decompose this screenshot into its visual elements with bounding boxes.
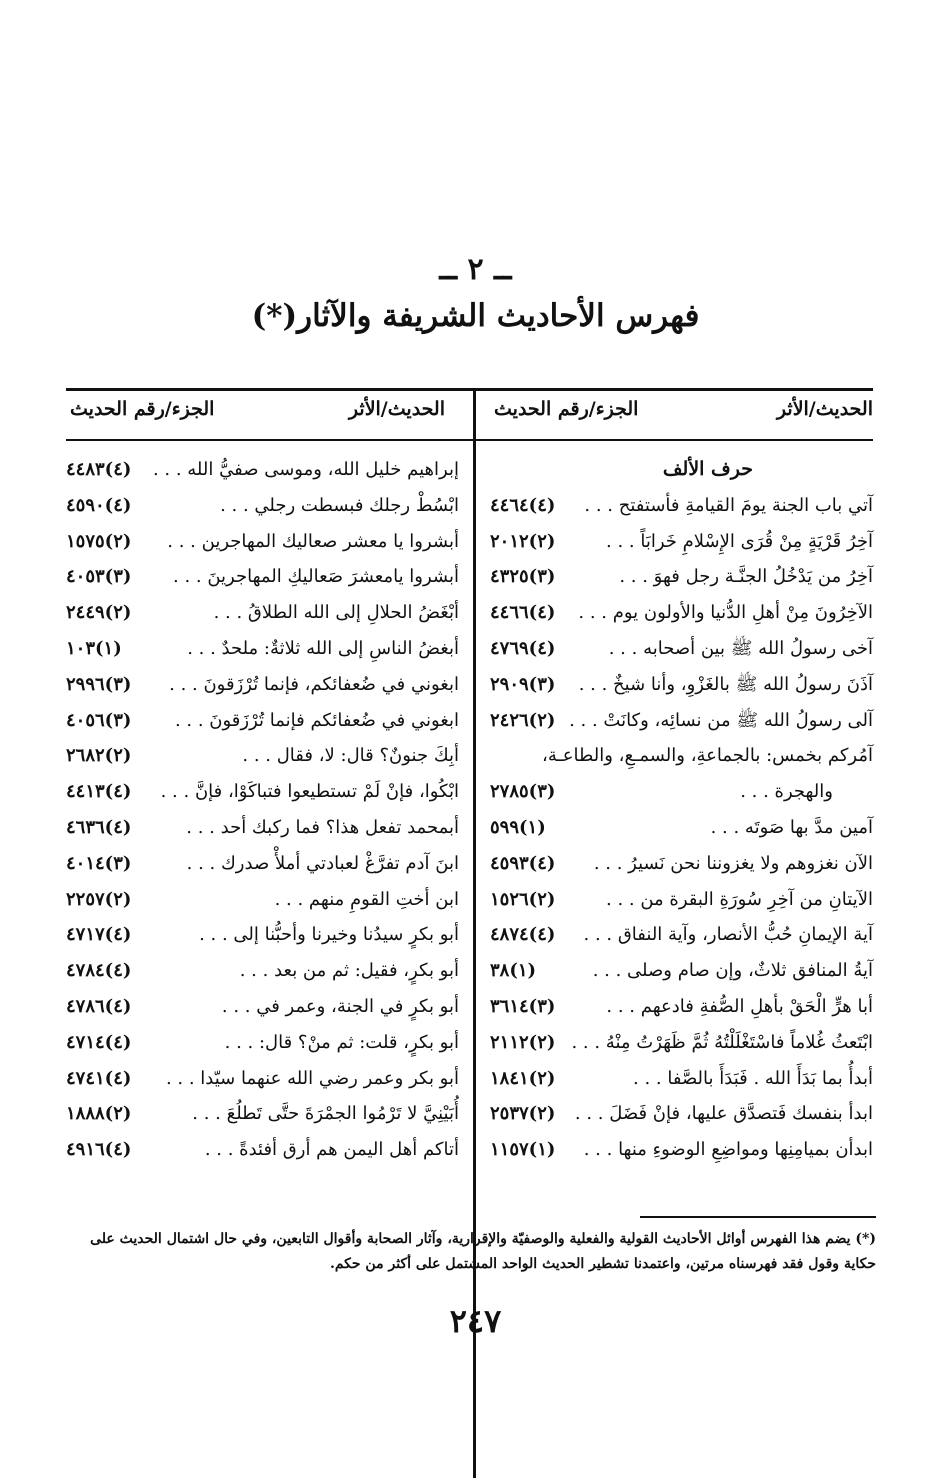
index-entry (490, 488, 873, 524)
hadith-incipit: آمُركم بخمس: بالجماعةِ، والسمـعِ، والطاعـة، (542, 745, 873, 767)
hadith-incipit: آلى رسولُ الله ﷺ من نسائِه، وكانَتْ . . . (569, 709, 873, 731)
volume-hadith-ref: (٣)٤٣٢٥ (490, 566, 556, 588)
index-entry (490, 953, 873, 989)
volume-hadith-ref: (٣)٢٩٠٩ (490, 673, 556, 695)
index-entry (66, 703, 459, 739)
volume-hadith-ref: (٤)٤٧٨٤ (66, 960, 132, 982)
hadith-incipit: أتاكم أهل اليمن هم أرق أفئدةً . . . (204, 1139, 459, 1161)
index-entry (66, 989, 459, 1025)
left-col-hadith-header: الحديث/الأثر (348, 398, 445, 420)
volume-hadith-ref: (٤)٤٤٨٣ (66, 459, 132, 480)
section-heading: حرف الألف (662, 458, 753, 480)
volume-hadith-ref: (٢)٢٦٨٢ (66, 745, 132, 767)
index-entry (490, 738, 873, 774)
index-entry (490, 524, 873, 560)
right-col-ref-header: الجزء/رقم الحديث (494, 398, 639, 420)
hadith-incipit: أبو بكرٍ، قلت: ثم منْ؟ قال: . . . (224, 1031, 459, 1053)
hadith-incipit: ابْكُوا، فإنْ لَمْ تستطيعوا فتباكَوْا، فإنَّ . . . (160, 781, 459, 803)
hadith-incipit: ابدأ بنفسك فَتصدَّق عليها، فإنْ فَضَلَ . . . (574, 1103, 873, 1125)
volume-hadith-ref: (١)١١٥٧ (490, 1139, 556, 1161)
volume-hadith-ref: (٤)٤٧٨٦ (66, 995, 132, 1017)
chapter-number: ــ ٢ ــ (439, 252, 512, 287)
hadith-incipit: ابغوني في ضُعفائكم فإنما تُرْزَقونَ . . . (174, 709, 459, 731)
hadith-incipit: أبْغَضُ الحلالِ إلى الله الطلاقُ . . . (213, 602, 459, 624)
index-entry (490, 846, 873, 882)
hadith-incipit: أبدأُ بما بَدَأَ الله . فَبَدَأَ بالصَّفا . . . (633, 1067, 873, 1089)
hadith-incipit: آتي باب الجنة يومَ القيامةِ فأستفتح . . . (584, 494, 873, 516)
hadith-incipit: الآن نغزوهم ولا يغزوننا نحن نَسيرُ . . . (593, 852, 873, 874)
volume-hadith-ref: (٢)١٨٤١ (490, 1067, 556, 1089)
hadith-incipit: آمين مدَّ بها صَوتَه . . . (710, 816, 873, 838)
hadith-incipit: أبغضُ الناسِ إلى الله ثلاثةٌ: ملحدٌ . . . (187, 637, 459, 659)
table-top-rule (66, 388, 873, 391)
volume-hadith-ref: (٤)٤٧٦٩ (490, 637, 556, 659)
section-heading-row (490, 452, 873, 488)
hadith-incipit: أبو بكرٍ في الجنة، وعمر في . . . (221, 995, 459, 1017)
hadith-incipit: آيةُ المنافق ثلاثٌ، وإن صام وصلى . . . (592, 960, 873, 982)
index-entry (490, 1096, 873, 1132)
index-entry (66, 738, 459, 774)
index-entry (66, 1061, 459, 1097)
volume-hadith-ref: (٤)٤٨٧٤ (490, 924, 556, 946)
volume-hadith-ref: (٢)١٥٧٥ (66, 530, 132, 552)
index-entry (490, 703, 873, 739)
index-entry (490, 595, 873, 631)
hadith-incipit: آخى رسولُ الله ﷺ بين أصحابه . . . (608, 637, 873, 659)
page-title: فهرس الأحاديث الشريفة والآثار(*) (251, 298, 700, 334)
volume-hadith-ref: (٢)٢٠١٢ (490, 530, 556, 552)
volume-hadith-ref: (٤)٤٧١٧ (66, 924, 132, 946)
index-entry (66, 882, 459, 918)
volume-hadith-ref: (٤)٤٤٦٦ (490, 602, 556, 624)
volume-hadith-ref: (٢)١٥٢٦ (490, 888, 556, 910)
index-entry (66, 917, 459, 953)
hadith-incipit: ابن أختِ القومِ منهم . . . (274, 888, 459, 910)
hadith-incipit: ابنَ آدم تفرَّغْ لعبادتي أملأْ صدرك . . . (186, 852, 459, 874)
index-entry (490, 1025, 873, 1061)
index-entry (66, 631, 459, 667)
hadith-incipit: والهجرة . . . (740, 781, 833, 803)
left-col-ref-header: الجزء/رقم الحديث (70, 398, 215, 420)
index-entry (490, 1061, 873, 1097)
volume-hadith-ref: (٣)٢٧٨٥ (490, 781, 556, 803)
index-entry (66, 488, 459, 524)
left-column-entries (66, 452, 459, 1168)
volume-hadith-ref: (٤)٤٥٩٠ (66, 494, 132, 516)
volume-hadith-ref: (٣)٣٦١٤ (490, 995, 556, 1017)
index-entry (490, 917, 873, 953)
index-entry (490, 667, 873, 703)
right-col-hadith-header: الحديث/الأثر (776, 398, 873, 420)
index-entry (66, 595, 459, 631)
index-entry (66, 810, 459, 846)
volume-hadith-ref: (٣)٤٠٥٣ (66, 566, 132, 588)
hadith-incipit: أبشروا يا معشر صعاليك المهاجرين . . . (167, 530, 459, 552)
hadith-incipit: الآخِرُونَ مِنْ أهلِ الدُّنيا والأولون يوم . . . (578, 602, 873, 624)
index-entry (66, 559, 459, 595)
hadith-incipit: ابْسُطْ رجلك فبسطت رجلي . . . (220, 494, 459, 516)
volume-hadith-ref: (٤)٤٧٤١ (66, 1067, 132, 1089)
index-entry (490, 810, 873, 846)
index-entry (490, 774, 873, 810)
hadith-incipit: أبِكَ جنونٌ؟ قال: لا، فقال . . . (242, 745, 459, 767)
table-header-rule (66, 439, 873, 441)
page-number: ٢٤٧ (449, 1302, 502, 1340)
footnote: (*) يضم هذا الفهرس أوائل الأحاديث القولية والفعلية والوصفيّة والإقرارية، وآثار الصحابة وأقوال التابعين، وفي حال اشتمال الحديث على حكاية وقول فقد فهرسناه مرتين، واعتمدنا تشطير الحديث الواحد المشتمل على أكثر من حكم. (90, 1231, 876, 1272)
hadith-incipit: أبمحمد تفعل هذا؟ فما ركبك أحد . . . (186, 816, 459, 838)
hadith-incipit: أُبَيْنِيَّ لا تَرْمُوا الجمْرَةَ حتَّى تَطلُعَ . . . (192, 1103, 459, 1125)
hadith-incipit: أبا هرٍّ الْحَقْ بأهلِ الصُّفةِ فادعهم . . . (606, 995, 873, 1017)
index-entry (490, 1132, 873, 1168)
hadith-incipit: آخِرُ من يَدْخُلُ الجنَّـة رجل فهوَ . . . (619, 566, 873, 588)
volume-hadith-ref: (٤)٤٦٣٦ (66, 816, 132, 838)
volume-hadith-ref: (٤)٤٤٦٤ (490, 494, 556, 516)
volume-hadith-ref: (٢)٢٢٥٧ (66, 888, 132, 910)
index-entry (66, 667, 459, 703)
footnote-rule (640, 1216, 876, 1218)
volume-hadith-ref: (٣)٤٠٥٦ (66, 709, 132, 731)
hadith-incipit: ابغوني في ضُعفائكم، فإنما تُرْزَقونَ . . . (169, 673, 459, 695)
hadith-incipit: آية الإيمانِ حُبُّ الأنصار، وآية النفاق . . . (583, 924, 873, 946)
index-entry (490, 989, 873, 1025)
volume-hadith-ref: (١)١٠٣ (66, 637, 122, 659)
volume-hadith-ref: (٢)٢٤٤٩ (66, 602, 132, 624)
volume-hadith-ref: (٢)٢٥٣٧ (490, 1103, 556, 1125)
volume-hadith-ref: (١)٣٨ (490, 960, 537, 982)
hadith-incipit: ابدأن بميامِنِها ومواضِعِ الوضوءِ منها . . . (583, 1139, 873, 1161)
volume-hadith-ref: (٤)٤٥٩٣ (490, 852, 556, 874)
volume-hadith-ref: (١)٥٩٩ (490, 816, 546, 838)
index-entry (490, 559, 873, 595)
volume-hadith-ref: (٤)٤٧١٤ (66, 1031, 132, 1053)
volume-hadith-ref: (٣)٤٠١٤ (66, 852, 132, 874)
index-entry (490, 882, 873, 918)
index-entry (66, 1025, 459, 1061)
index-entry (66, 1096, 459, 1132)
hadith-incipit: أبو بكرٍ سيدُنا وخيرنا وأحبُّنا إلى . . . (199, 924, 459, 946)
volume-hadith-ref: (٢)٢١١٢ (490, 1031, 556, 1053)
hadith-incipit: الآيتانِ من آخِرِ سُورَةِ البقرة من . . . (606, 888, 873, 910)
hadith-incipit: آخِرُ قَرْيَةٍ مِنْ قُرَى الإِسْلامِ خَرابَاً . . . (606, 530, 873, 552)
index-entry (66, 774, 459, 810)
hadith-incipit: أبشروا يامعشرَ صَعاليكِ المهاجرينَ . . . (173, 566, 459, 588)
index-entry (66, 1132, 459, 1168)
volume-hadith-ref: (٤)٤٩١٦ (66, 1139, 132, 1161)
hadith-incipit: آذَنَ رسولُ الله ﷺ بالغَزْوِ، وأنا شيخٌ . . . (578, 673, 873, 695)
index-entry (66, 524, 459, 560)
volume-hadith-ref: (٢)٢٤٢٦ (490, 709, 556, 731)
index-entry (66, 452, 459, 488)
volume-hadith-ref: (٤)٤٤١٣ (66, 781, 132, 803)
index-entry (490, 631, 873, 667)
hadith-incipit: ابْتَعثُ غُلاماً فاسْتَغْلَلْتُهُ ثُمَّ ظَهَرْتُ مِنْهُ . . . (571, 1031, 873, 1053)
volume-hadith-ref: (٢)١٨٨٨ (66, 1103, 132, 1125)
index-entry (66, 846, 459, 882)
volume-hadith-ref: (٣)٢٩٩٦ (66, 673, 132, 695)
hadith-incipit: أبو بكر وعمر رضي الله عنهما سيّدا . . . (165, 1067, 459, 1089)
hadith-incipit: أبو بكرٍ، فقيل: ثم من بعد . . . (239, 960, 459, 982)
hadith-incipit: إبراهيم خليل الله، وموسى صفيُّ الله . . . (152, 459, 459, 480)
index-entry (66, 953, 459, 989)
right-column-entries (490, 452, 873, 1168)
